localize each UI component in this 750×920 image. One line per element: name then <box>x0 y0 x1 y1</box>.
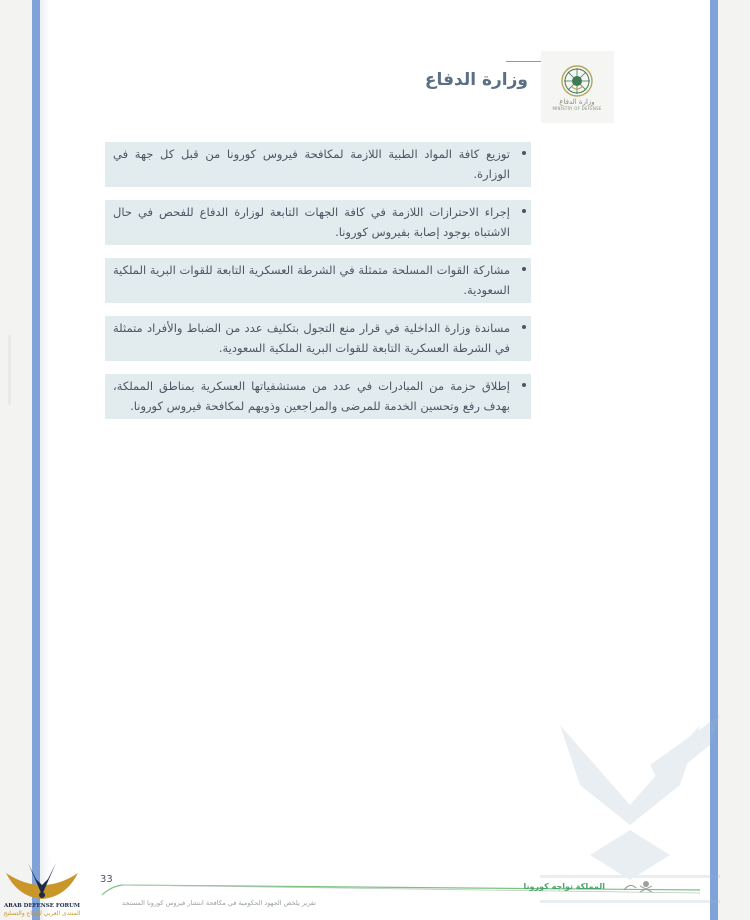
forum-badge-english: ARAB DEFENSE FORUM <box>4 903 80 909</box>
list-item-text: توزيع كافة المواد الطبية اللازمة لمكافحة فيروس كورونا من قبل كل جهة في الوزارة. <box>113 147 510 181</box>
logo-english-caption: MINISTRY OF DEFENSE <box>552 106 602 111</box>
list-item <box>105 142 531 187</box>
bullet-dot-icon <box>522 209 526 213</box>
bullet-dot-icon <box>522 383 526 387</box>
bullet-dot-icon <box>522 325 526 329</box>
bullet-dot-icon <box>522 151 526 155</box>
list-item-text: مشاركة القوات المسلحة متمثلة في الشرطة العسكرية التابعة للقوات البرية الملكية السعودية. <box>113 263 510 297</box>
saudi-emblem-icon <box>622 878 654 896</box>
forum-badge-arabic: المنتدى العربي للدفاع والتسليح <box>3 910 81 917</box>
list-item <box>105 316 531 361</box>
list-item <box>105 374 531 419</box>
list-item-text: إطلاق حزمة من المبادرات في عدد من مستشفياتها العسكرية بمناطق المملكة، بهدف رفع وتحسين الخدمة للمرضى والمراجعين وذويهم لمكافحة فيروس كورونا. <box>113 379 510 413</box>
list-item-text: إجراء الاحترازات اللازمة في كافة الجهات التابعة لوزارة الدفاع للفحص في حال الاشتباه بوجود إصابة بفيروس كورونا. <box>113 205 510 239</box>
scroll-edge-marker <box>8 335 11 405</box>
list-item <box>105 258 531 303</box>
initiatives-list <box>105 142 531 432</box>
page-inner-shadow <box>40 0 50 920</box>
ministry-emblem-icon <box>560 64 594 98</box>
page-title: وزارة الدفاع <box>424 70 528 90</box>
list-item <box>105 200 531 245</box>
bullet-dot-icon <box>522 267 526 271</box>
footer-brand-text: المملكة تواجه كورونا <box>523 882 605 891</box>
footer-swoosh-line <box>100 860 700 920</box>
logo-arabic-caption: وزارة الدفاع <box>559 98 595 106</box>
footer-description: تقرير يلخص الجهود الحكومية في مكافحة انتشار فيروس كورونا المستجد <box>122 899 316 907</box>
list-item-text: مساندة وزارة الداخلية في قرار منع التجول بتكليف عدد من الضباط والأفراد متمثلة في الشرطة العسكرية التابعة للقوات البرية الملكية السعودية. <box>113 321 510 355</box>
page-frame-left-border <box>32 0 40 920</box>
page-number: 33 <box>100 874 113 885</box>
